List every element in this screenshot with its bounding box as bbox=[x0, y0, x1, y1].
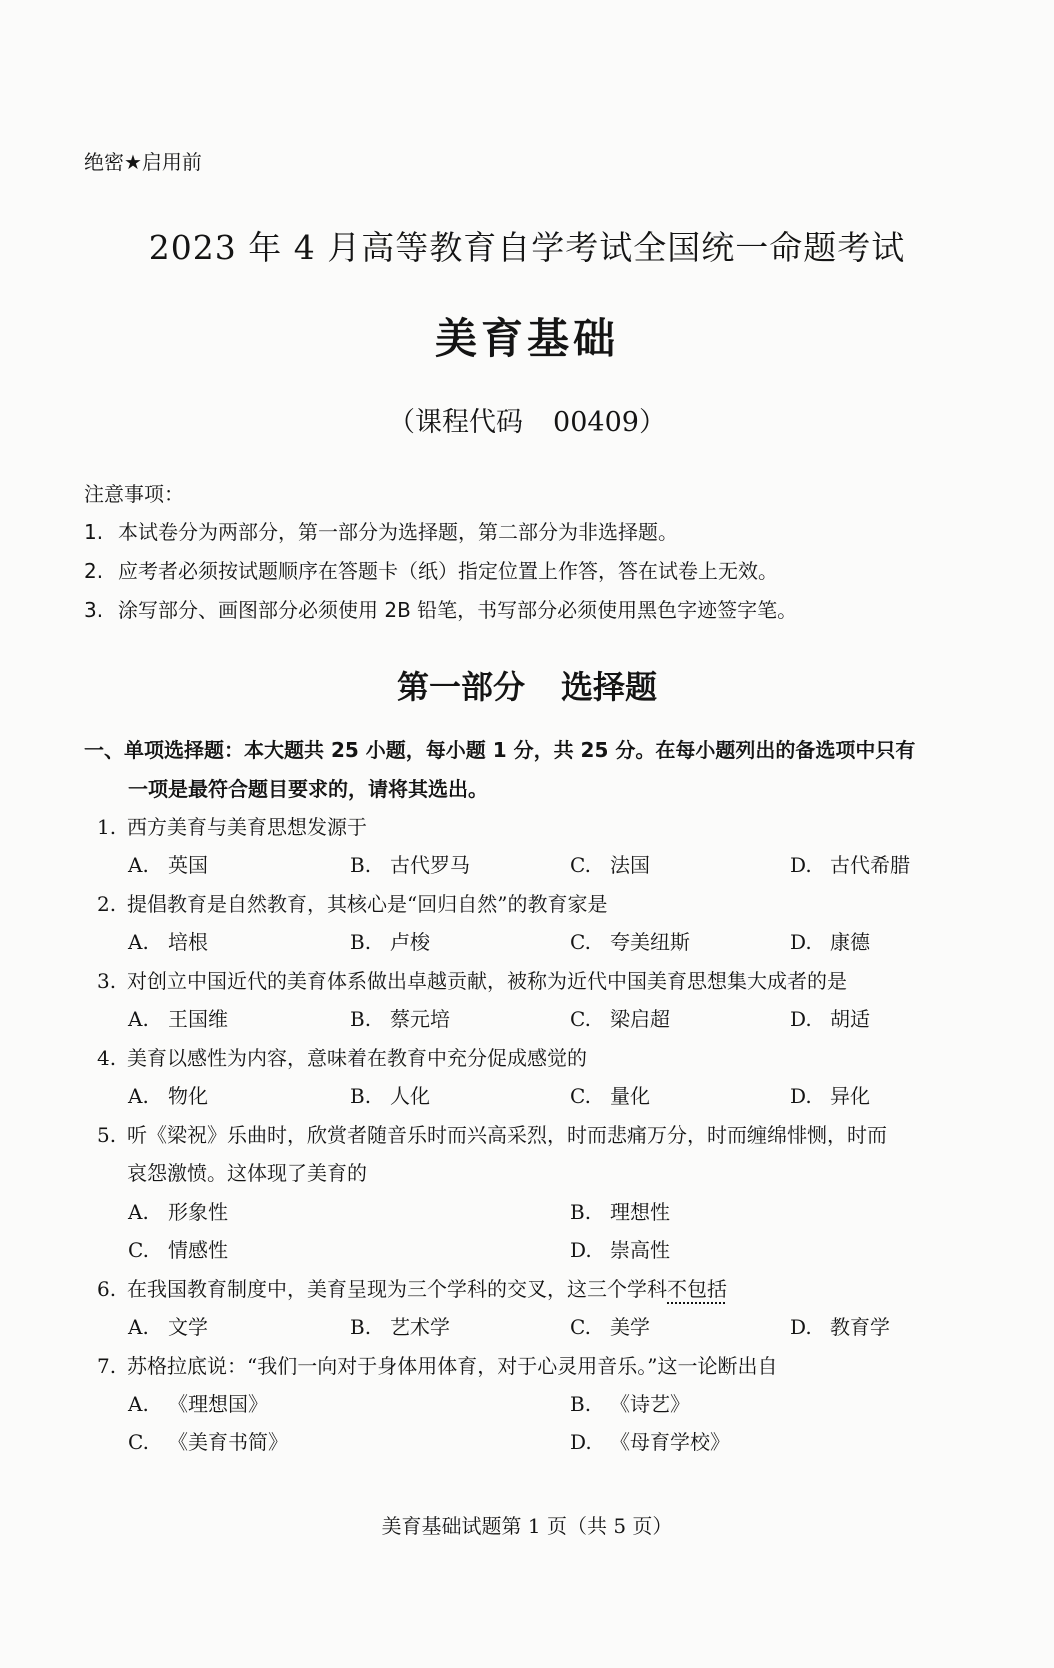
option-b: B. 《诗艺》 bbox=[570, 1392, 690, 1416]
question-text: 提倡教育是自然教育，其核心是“回归自然”的教育家是 bbox=[127, 892, 608, 916]
option-d: D. 《母育学校》 bbox=[570, 1430, 730, 1454]
option-a: A. 《理想国》 bbox=[128, 1392, 268, 1416]
secret-label: 绝密★启用前 bbox=[84, 150, 202, 174]
question-num: 1. bbox=[97, 815, 117, 839]
option-b: B. 人化 bbox=[350, 1084, 430, 1108]
option-d: D. 崇高性 bbox=[570, 1238, 670, 1262]
option-a: A. 培根 bbox=[128, 930, 208, 954]
notice-item bbox=[84, 555, 778, 584]
option-d: D. 教育学 bbox=[790, 1315, 890, 1339]
page-footer: 美育基础试题第 1 页（共 5 页） bbox=[381, 1514, 673, 1538]
section-instruction-line1: 一、单项选择题：本大题共 25 小题，每小题 1 分，共 25 分。在每小题列出的备选项中只有 bbox=[84, 738, 916, 762]
question-text: 苏格拉底说：“我们一向对于身体用体育，对于心灵用音乐。”这一论断出自 bbox=[127, 1354, 778, 1378]
option-a: A. 英国 bbox=[128, 853, 208, 877]
option-a: A. 王国维 bbox=[128, 1007, 228, 1031]
part-title bbox=[0, 662, 1054, 708]
option-c: C. 情感性 bbox=[128, 1238, 228, 1262]
notice-num: 3. bbox=[84, 598, 104, 622]
question-num: 4. bbox=[97, 1046, 117, 1070]
option-a: A. 文学 bbox=[128, 1315, 208, 1339]
question-num: 7. bbox=[97, 1354, 117, 1378]
option-c: C. 《美育书简》 bbox=[128, 1430, 288, 1454]
option-c: C. 美学 bbox=[570, 1315, 650, 1339]
notice-item bbox=[84, 516, 678, 545]
option-d: D. 异化 bbox=[790, 1084, 870, 1108]
option-c: C. 量化 bbox=[570, 1084, 650, 1108]
subject-title: 美育基础 bbox=[434, 314, 619, 363]
question-num: 6. bbox=[97, 1277, 117, 1301]
course-prefix: （课程代码 bbox=[388, 407, 524, 438]
question-text: 在我国教育制度中，美育呈现为三个学科的交叉，这三个学科 bbox=[127, 1277, 667, 1301]
option-c: C. 梁启超 bbox=[570, 1007, 670, 1031]
option-a: A. 物化 bbox=[128, 1084, 208, 1108]
option-b: B. 艺术学 bbox=[350, 1315, 450, 1339]
question-text: 西方美育与美育思想发源于 bbox=[127, 815, 367, 839]
option-b: B. 古代罗马 bbox=[350, 853, 470, 877]
course-code-line bbox=[0, 400, 1054, 439]
option-b: B. 理想性 bbox=[570, 1200, 670, 1224]
emphasis-text: 不包括 bbox=[667, 1277, 727, 1301]
question-num: 3. bbox=[97, 969, 117, 993]
option-c: C. 夸美纽斯 bbox=[570, 930, 690, 954]
question bbox=[97, 1042, 587, 1071]
notice-text: 应考者必须按试题顺序在答题卡（纸）指定位置上作答，答在试卷上无效。 bbox=[118, 559, 778, 583]
question-num: 5. bbox=[97, 1123, 117, 1147]
option-c: C. 法国 bbox=[570, 853, 650, 877]
question bbox=[97, 965, 847, 994]
part-title-a: 第一部分 bbox=[396, 668, 525, 706]
option-d: D. 古代希腊 bbox=[790, 853, 910, 877]
option-a: A. 形象性 bbox=[128, 1200, 228, 1224]
question-num: 2. bbox=[97, 892, 117, 916]
question-text-cont: 哀怨激愤。这体现了美育的 bbox=[127, 1161, 367, 1185]
course-code: 00409） bbox=[553, 407, 666, 438]
option-b: B. 卢梭 bbox=[350, 930, 430, 954]
question-text: 对创立中国近代的美育体系做出卓越贡献，被称为近代中国美育思想集大成者的是 bbox=[127, 969, 847, 993]
notice-text: 涂写部分、画图部分必须使用 2B 铅笔，书写部分必须使用黑色字迹签字笔。 bbox=[118, 598, 798, 622]
option-b: B. 蔡元培 bbox=[350, 1007, 450, 1031]
option-d: D. 胡适 bbox=[790, 1007, 870, 1031]
question bbox=[97, 1350, 777, 1379]
question-text: 听《梁祝》乐曲时，欣赏者随音乐时而兴高采烈，时而悲痛万分，时而缠绵悱恻，时而 bbox=[127, 1123, 887, 1147]
notice-text: 本试卷分为两部分，第一部分为选择题，第二部分为非选择题。 bbox=[118, 520, 678, 544]
question bbox=[97, 811, 367, 840]
question-text: 美育以感性为内容，意味着在教育中充分促成感觉的 bbox=[127, 1046, 587, 1070]
question bbox=[97, 1273, 727, 1302]
notice-item bbox=[84, 594, 797, 623]
option-d: D. 康德 bbox=[790, 930, 870, 954]
question bbox=[97, 888, 607, 917]
notice-num: 2. bbox=[84, 559, 104, 583]
notice-heading: 注意事项： bbox=[84, 482, 184, 506]
section-instruction-line2: 一项是最符合题目要求的，请将其选出。 bbox=[128, 777, 488, 801]
notice-num: 1. bbox=[84, 520, 104, 544]
question bbox=[97, 1119, 887, 1148]
exam-title: 2023 年 4 月高等教育自学考试全国统一命题考试 bbox=[148, 228, 906, 267]
part-title-b: 选择题 bbox=[561, 668, 658, 706]
